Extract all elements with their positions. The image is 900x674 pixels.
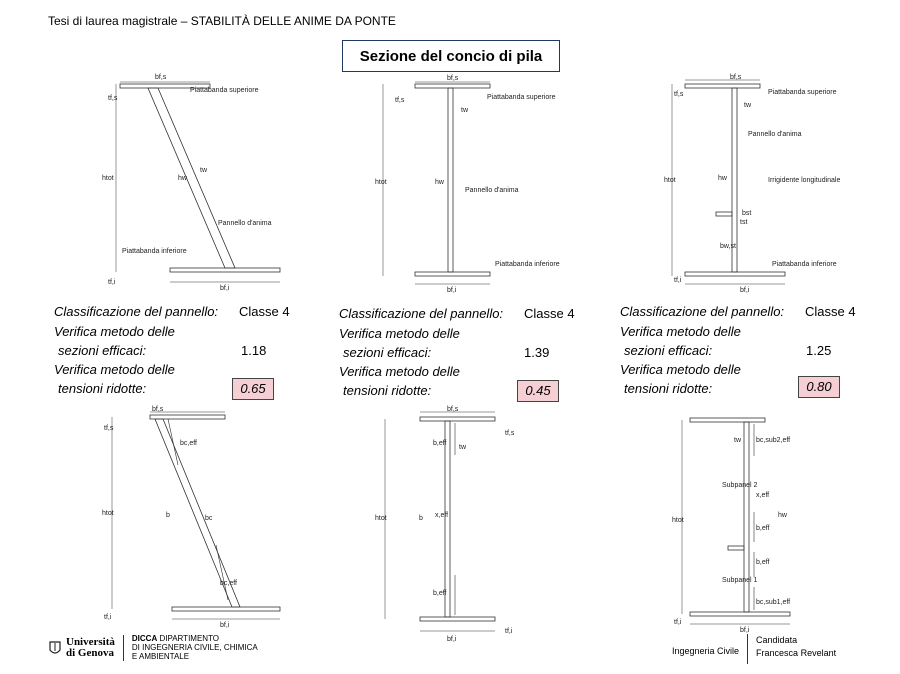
label-htot: htot xyxy=(375,515,387,522)
label-bf-s: bf,s xyxy=(152,406,164,413)
label-bc-eff: bc,eff xyxy=(220,580,237,587)
label-tf-i: tf,i xyxy=(104,614,112,621)
label-b: b xyxy=(419,515,423,522)
label-htot: htot xyxy=(375,179,387,186)
label-tw: tw xyxy=(461,107,468,114)
candidate-label: Candidata xyxy=(756,635,798,645)
university-logo xyxy=(48,634,258,661)
label-bf-s: bf,s xyxy=(730,74,742,81)
label-bf-s: bf,s xyxy=(155,74,167,81)
sez-label-2: sezioni efficaci: xyxy=(624,343,713,358)
sez-value: 1.39 xyxy=(524,345,550,360)
label-tw: tw xyxy=(744,102,751,109)
university-name-line2: di Genova xyxy=(66,646,114,659)
classe-value: Classe 4 xyxy=(805,304,856,319)
label-piatt-inf: Piattabanda inferiore xyxy=(772,261,837,268)
label-bc-sub1: bc,sub1,eff xyxy=(756,599,791,606)
label-bst: bst xyxy=(742,210,752,217)
label-htot: htot xyxy=(102,175,114,182)
label-tst: tst xyxy=(740,219,748,226)
candidate-name: Francesca Revelant xyxy=(756,648,837,658)
label-beff: b,eff xyxy=(433,440,447,447)
label-piatt-inf: Piattabanda inferiore xyxy=(122,248,187,255)
label-pannello: Pannello d'anima xyxy=(218,220,272,227)
label-piatt-sup: Piattabanda superiore xyxy=(768,89,837,96)
label-beff: b,eff xyxy=(756,559,770,566)
section-diagram-vertical xyxy=(375,72,560,294)
effective-diagram-inclined xyxy=(100,405,300,630)
label-piatt-inf: Piattabanda inferiore xyxy=(495,261,560,268)
label-bf-i: bf,i xyxy=(740,627,750,634)
label-bc-sub2: bc,sub2,eff xyxy=(756,437,791,444)
label-bf-i: bf,i xyxy=(740,287,750,294)
label-beff: b,eff xyxy=(756,525,770,532)
course-name: Ingegneria Civile xyxy=(672,646,740,656)
university-name-line1: Università xyxy=(66,635,115,648)
sez-label-2: sezioni efficaci: xyxy=(343,345,432,360)
sez-label-1: Verifica metodo delle xyxy=(620,324,741,339)
tens-value-highlight: 0.65 xyxy=(232,378,274,400)
sez-value: 1.25 xyxy=(806,343,832,358)
header-title: Tesi di laurea magistrale – STABILITÀ DELLE ANIME DA PONTE xyxy=(48,14,396,28)
classif-label: Classificazione del pannello: xyxy=(54,304,219,319)
classif-label: Classificazione del pannello: xyxy=(339,306,504,321)
label-subpanel-1: Subpanel 1 xyxy=(722,577,758,584)
label-bf-i: bf,i xyxy=(447,287,457,294)
label-tw: tw xyxy=(734,437,741,444)
label-bf-i: bf,i xyxy=(447,636,457,643)
tens-label-1: Verifica metodo delle xyxy=(620,362,741,377)
label-tf-s: tf,s xyxy=(104,425,114,432)
label-hw: hw xyxy=(778,512,787,519)
label-subpanel-2: Subpanel 2 xyxy=(722,482,758,489)
label-htot: htot xyxy=(664,177,676,184)
dicca-label: DICCA xyxy=(131,634,158,643)
label-b: b xyxy=(166,512,170,519)
tens-label-1: Verifica metodo delle xyxy=(339,364,460,379)
tens-label-2: tensioni ridotte: xyxy=(343,383,432,398)
tens-value-highlight: 0.80 xyxy=(798,376,840,398)
effective-diagram-subpanels xyxy=(660,412,850,634)
classif-label: Classificazione del pannello: xyxy=(620,304,785,319)
tens-value-highlight: 0.45 xyxy=(517,380,559,402)
label-tf-i: tf,i xyxy=(108,279,116,286)
tens-label-1: Verifica metodo delle xyxy=(54,362,175,377)
label-tf-s: tf,s xyxy=(395,97,405,104)
label-xeff: x,eff xyxy=(756,492,770,499)
sez-label-1: Verifica metodo delle xyxy=(339,326,460,341)
label-piatt-sup: Piattabanda superiore xyxy=(190,87,259,94)
label-hw: hw xyxy=(435,179,444,186)
label-bf-s: bf,s xyxy=(447,406,459,413)
label-bc-eff: bc,eff xyxy=(180,440,197,447)
dept-line3: E AMBIENTALE xyxy=(131,652,190,661)
footer-credits xyxy=(672,634,836,664)
tens-label-2: tensioni ridotte: xyxy=(624,381,713,396)
section-diagram-inclined xyxy=(100,70,300,295)
page-title: Sezione del concio di pila xyxy=(342,40,560,72)
label-tw: tw xyxy=(459,444,466,451)
sez-label-2: sezioni efficaci: xyxy=(58,343,147,358)
dept-line1: DIPARTIMENTO xyxy=(159,634,220,643)
label-bc: bc xyxy=(205,515,213,522)
label-piatt-sup: Piattabanda superiore xyxy=(487,94,556,101)
dept-line2: DI INGEGNERIA CIVILE, CHIMICA xyxy=(131,643,258,652)
label-xeff: x,eff xyxy=(435,512,449,519)
effective-diagram-vertical xyxy=(375,405,545,643)
section-diagram-stiffened xyxy=(660,72,850,292)
label-tf-s: tf,s xyxy=(108,95,118,102)
label-irrigidente: Irrigidente longitudinale xyxy=(768,177,841,184)
label-tf-i: tf,i xyxy=(505,628,513,635)
label-beff: b,eff xyxy=(433,590,447,597)
label-tf-i: tf,i xyxy=(674,619,682,626)
label-hw: hw xyxy=(178,175,187,182)
label-tf-s: tf,s xyxy=(674,91,684,98)
classe-value: Classe 4 xyxy=(524,306,575,321)
label-htot: htot xyxy=(102,510,114,517)
label-pannello: Pannello d'anima xyxy=(748,131,802,138)
label-bw-st: bw,st xyxy=(720,243,736,250)
classe-value: Classe 4 xyxy=(239,304,290,319)
label-htot: htot xyxy=(672,517,684,524)
label-tw: tw xyxy=(200,167,207,174)
label-tf-s: tf,s xyxy=(505,430,515,437)
tens-label-2: tensioni ridotte: xyxy=(58,381,147,396)
label-bf-i: bf,i xyxy=(220,622,230,629)
label-hw: hw xyxy=(718,175,727,182)
label-tf-i: tf,i xyxy=(674,277,682,284)
university-seal-icon xyxy=(48,640,62,656)
label-bf-s: bf,s xyxy=(447,75,459,82)
sez-value: 1.18 xyxy=(241,343,267,358)
label-pannello: Pannello d'anima xyxy=(465,187,519,194)
sez-label-1: Verifica metodo delle xyxy=(54,324,175,339)
label-bf-i: bf,i xyxy=(220,285,230,292)
